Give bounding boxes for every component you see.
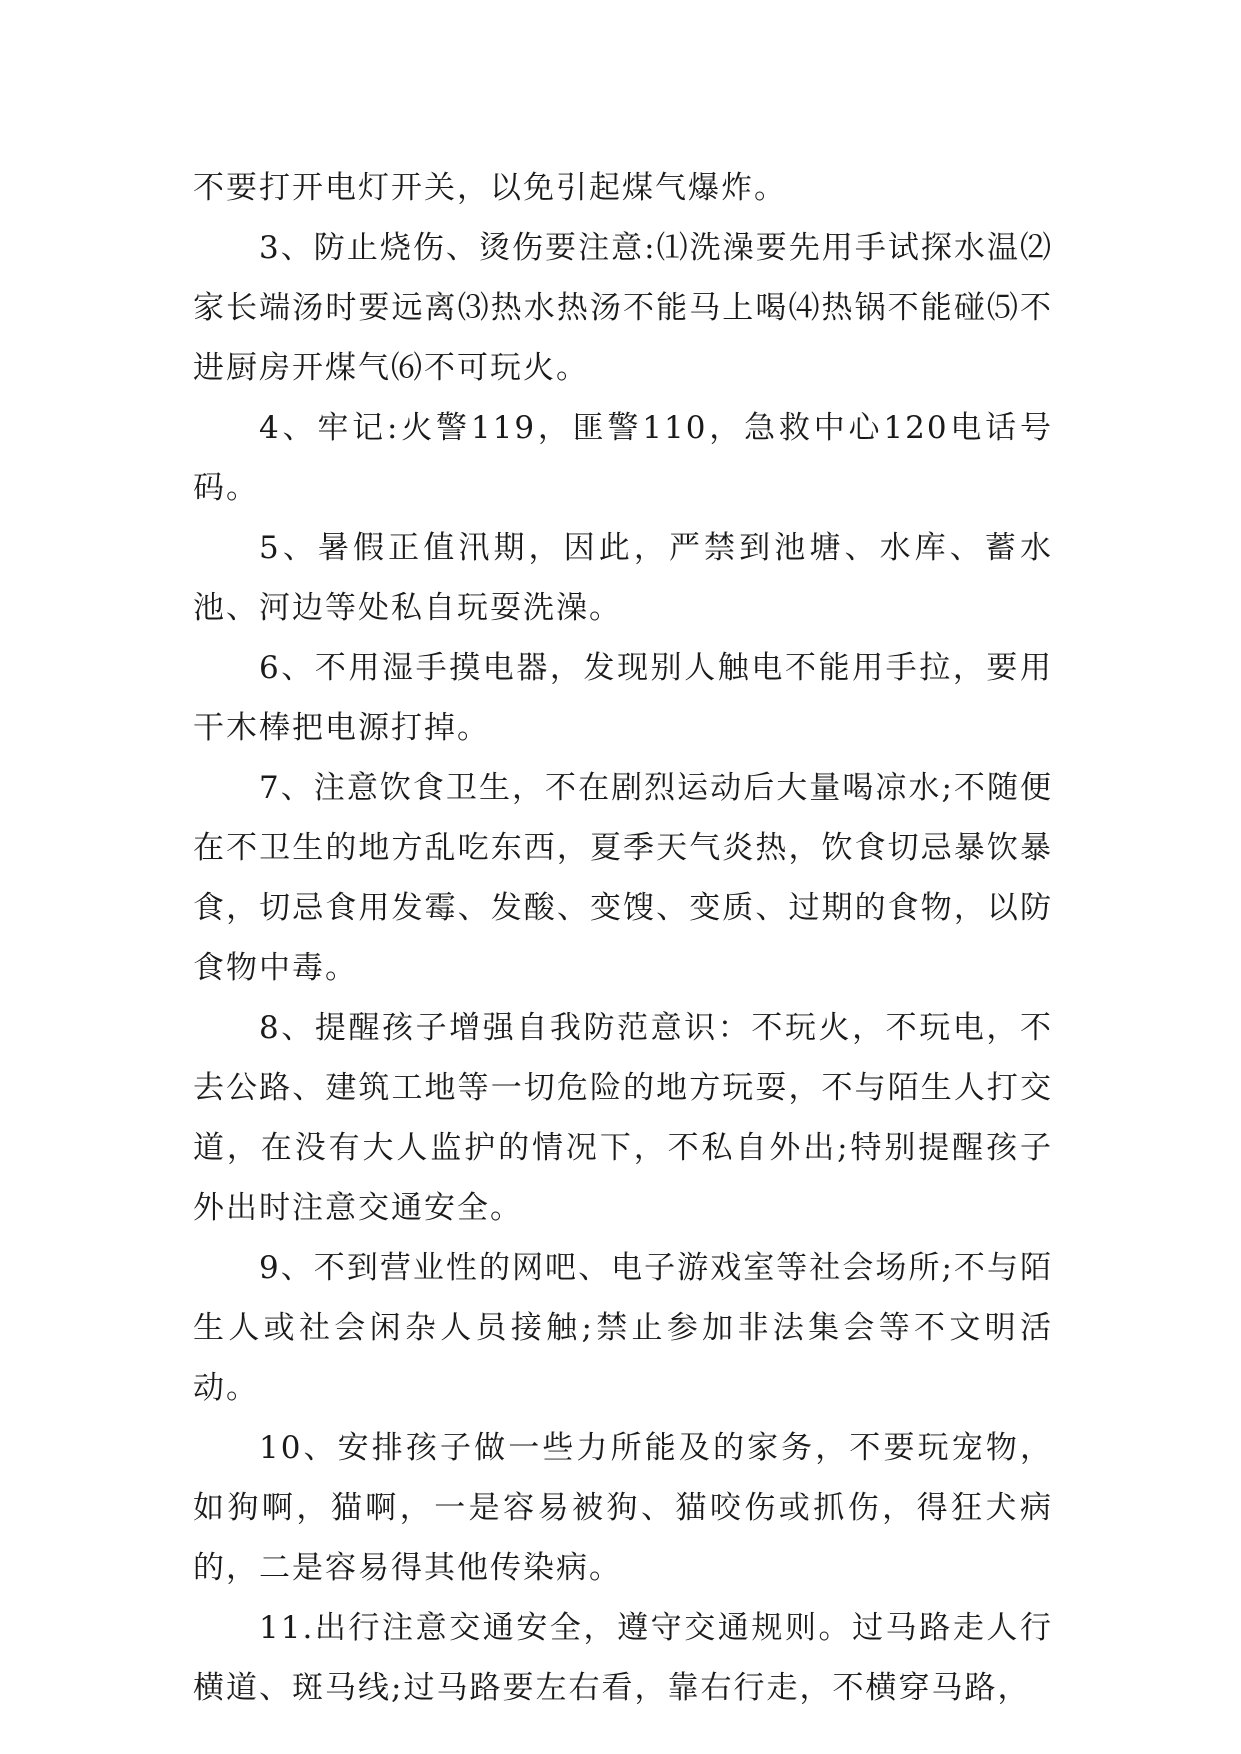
paragraph-continuation: 不要打开电灯开关，以免引起煤气爆炸。 (193, 170, 787, 206)
paragraph-item-10: 10、安排孩子做一些力所能及的家务，不要玩宠物，如狗啊，猫啊，一是容易被狗、猫咬伤或抓伤，得狂犬病的，二是容易得其他传染病。 (193, 1430, 1053, 1586)
paragraph-item-11: 11.出行注意交通安全，遵守交通规则。过马路走人行横道、斑马线;过马路要左右看，靠右行走，不横穿马路， (193, 1610, 1053, 1706)
paragraph-item-3: 3、防止烧伤、烫伤要注意:⑴洗澡要先用手试探水温⑵家长端汤时要远离⑶热水热汤不能马上喝⑷热锅不能碰⑸不进厨房开煤气⑹不可玩火。 (193, 230, 1053, 386)
document-body (193, 158, 1053, 1718)
paragraph-item-7: 7、注意饮食卫生，不在剧烈运动后大量喝凉水;不随便在不卫生的地方乱吃东西，夏季天气炎热，饮食切忌暴饮暴食，切忌食用发霉、发酸、变馊、变质、过期的食物，以防食物中毒。 (193, 770, 1053, 986)
paragraph-item-4: 4、牢记:火警119，匪警110，急救中心120电话号码。 (193, 410, 1053, 506)
paragraph-item-5: 5、暑假正值汛期，因此，严禁到池塘、水库、蓄水池、河边等处私自玩耍洗澡。 (193, 530, 1053, 626)
paragraph-item-8: 8、提醒孩子增强自我防范意识：不玩火，不玩电，不去公路、建筑工地等一切危险的地方玩耍，不与陌生人打交道，在没有大人监护的情况下，不私自外出;特别提醒孩子外出时注意交通安全。 (193, 1010, 1053, 1226)
paragraph-item-6: 6、不用湿手摸电器，发现别人触电不能用手拉，要用干木棒把电源打掉。 (193, 650, 1053, 746)
paragraph-item-9: 9、不到营业性的网吧、电子游戏室等社会场所;不与陌生人或社会闲杂人员接触;禁止参加非法集会等不文明活动。 (193, 1250, 1053, 1406)
